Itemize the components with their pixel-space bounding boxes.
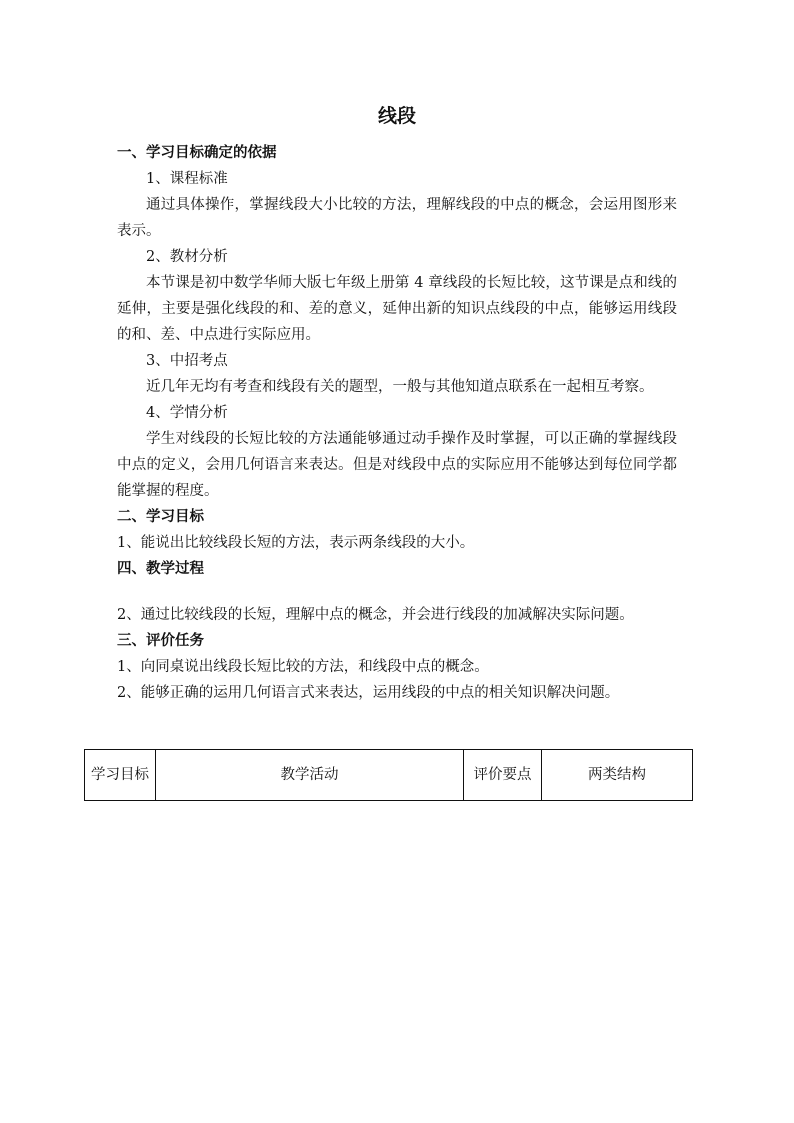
header-cell-structure: 两类结构: [542, 750, 693, 801]
table-header-row: [85, 750, 693, 801]
exam-label: 3、中招考点: [146, 353, 228, 369]
task-item-2: 2、能够正确的运用几何语言式来表达，运用线段的中点的相关知识解决问题。: [117, 685, 620, 701]
exam-text: 近几年无均有考查和线段有关的题型，一般与其他知道点联系在一起相互考察。: [146, 379, 654, 395]
students-label: 4、学情分析: [146, 405, 228, 421]
document-title: 线段: [377, 105, 416, 127]
curriculum-text: 通过具体操作，掌握线段大小比较的方法，理解线段的中点的概念，会运用图形来表示。: [117, 197, 677, 239]
header-cell-goal: 学习目标: [85, 750, 156, 801]
blank-line: [117, 582, 677, 602]
section-heading-goals: 二、学习目标: [117, 508, 204, 525]
section-heading-basis: 一、学习目标确定的依据: [117, 144, 277, 161]
curriculum-label: 1、课程标准: [146, 171, 228, 187]
textbook-label: 2、教材分析: [146, 249, 228, 265]
goal-item-1: 1、能说出比较线段长短的方法，表示两条线段的大小。: [117, 535, 475, 551]
students-text: 学生对线段的长短比较的方法通能够通过动手操作及时掌握，可以正确的掌握线段中点的定义，会用几何语言来表达。但是对线段中点的实际应用不能够达到每位同学都能掌握的程度。: [117, 431, 677, 499]
header-cell-evaluation: 评价要点: [464, 750, 542, 801]
textbook-text: 本节课是初中数学华师大版七年级上册第 4 章线段的长短比较，这节课是点和线的延伸，主要是强化线段的和、差的意义，延伸出新的知识点线段的中点，能够运用线段的和、差、中点进行实际应用。: [117, 275, 677, 343]
header-cell-activity: 教学活动: [156, 750, 464, 801]
evaluation-table: [84, 749, 693, 801]
section-heading-tasks: 三、评价任务: [117, 632, 204, 649]
task-item-1: 1、向同桌说出线段长短比较的方法，和线段中点的概念。: [117, 659, 489, 675]
process-item-2: 2、通过比较线段的长短，理解中点的概念，并会进行线段的加减解决实际问题。: [117, 607, 634, 623]
document-page: [117, 100, 677, 706]
section-heading-process: 四、教学过程: [117, 560, 204, 577]
